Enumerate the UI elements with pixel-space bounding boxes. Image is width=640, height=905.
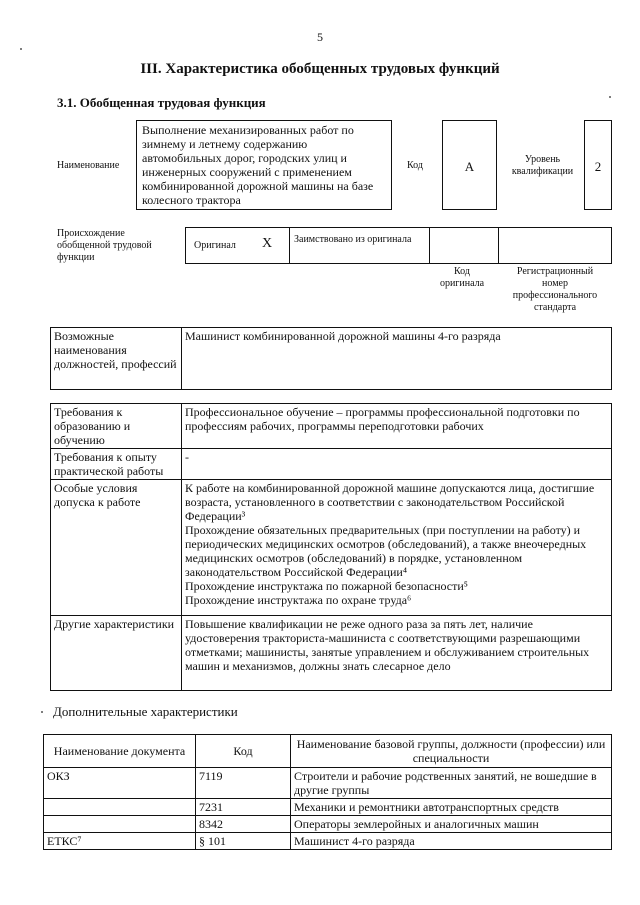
col-header: Наименование базовой группы, должности (профессии) или специальности — [291, 735, 612, 768]
scan-speck — [20, 48, 22, 50]
req-line: - — [185, 450, 189, 464]
doc-cell: ЕТКС⁷ — [44, 833, 196, 850]
req-line: Прохождение инструктажа по пожарной безопасности⁵ — [185, 579, 468, 593]
positions-table — [50, 327, 612, 390]
code-cell: § 101 — [196, 833, 291, 850]
doc-cell: ОКЗ — [44, 768, 196, 799]
table-row — [44, 768, 612, 799]
page-number: 5 — [317, 30, 323, 44]
origin-label: Происхождение обобщенной трудовой функции — [57, 228, 152, 263]
req-line: Повышение квалификации не реже одного раза за пять лет, наличие удостоверения тракториста-машиниста с соответствующими разрешающими отметками; машинисты, занятые управлением и обслуживанием строительных машин и механизмов, должны знать слесарное дело — [185, 617, 590, 673]
additional-title: Дополнительные характеристики — [53, 704, 238, 719]
level-value: 2 — [594, 159, 602, 174]
table-row — [44, 833, 612, 850]
code-value: А — [464, 159, 475, 174]
req-line: Профессиональное обучение – программы профессиональной подготовки по профессиям рабочих, программы переподготовки рабочих — [185, 405, 580, 433]
table-row — [44, 799, 612, 816]
req-value — [182, 449, 612, 480]
req-value — [182, 404, 612, 449]
name-cell: Машинист 4-го разряда — [291, 833, 612, 850]
code-original-label: Код оригинала — [439, 266, 485, 289]
req-label: Требования к опыту практической работы — [51, 449, 182, 480]
scan-speck — [41, 711, 43, 713]
level-box — [584, 120, 612, 210]
req-value — [182, 616, 612, 691]
borrowed-label: Заимствовано из оригинала — [294, 234, 412, 245]
code-label: Код — [407, 160, 423, 171]
divider — [429, 228, 430, 263]
reg-number-label: Регистрационный номер профессионального стандарта — [512, 266, 598, 313]
code-box — [442, 120, 497, 210]
code-cell: 7119 — [196, 768, 291, 799]
col-header: Код — [196, 735, 291, 768]
code-cell: 7231 — [196, 799, 291, 816]
table-row — [44, 816, 612, 833]
positions-value: Машинист комбинированной дорожной машины 4-го разряда — [182, 328, 612, 390]
requirements-table — [50, 403, 612, 691]
col-header: Наименование документа — [44, 735, 196, 768]
name-value: Выполнение механизированных работ по зимнему и летнему содержанию автомобильных дорог, городских улиц и инженерных сооружений с применением комбинированной дорожной машины на базе колесного трактора — [136, 120, 392, 210]
doc-cell — [44, 816, 196, 833]
req-line: К работе на комбинированной дорожной машине допускаются лица, достигшие возраста, установленного в соответствии с законодательством Российской Федерации³ — [185, 481, 595, 523]
req-line: Прохождение инструктажа по охране труда⁶ — [185, 593, 412, 607]
doc-cell — [44, 799, 196, 816]
original-label: Оригинал — [194, 240, 236, 251]
subsection-title: 3.1. Обобщенная трудовая функция — [57, 95, 266, 110]
req-label: Требования к образованию и обучению — [51, 404, 182, 449]
positions-label: Возможные наименования должностей, профессий — [51, 328, 182, 390]
original-mark: Х — [262, 236, 273, 251]
divider — [498, 228, 499, 263]
req-line: Прохождение обязательных предварительных (при поступлении на работу) и периодических медицинских осмотров (обследований), а также внеочередных медицинских осмотров (обследований) в порядке, установленном законодательством Российской Федерации⁴ — [185, 523, 587, 579]
divider — [289, 228, 290, 263]
name-label: Наименование — [57, 160, 120, 171]
name-cell: Механики и ремонтники автотранспортных средств — [291, 799, 612, 816]
req-value — [182, 480, 612, 616]
scan-speck — [609, 96, 611, 98]
name-cell: Операторы землеройных и аналогичных машин — [291, 816, 612, 833]
level-label: Уровень квалификации — [511, 154, 574, 177]
req-label: Другие характеристики — [51, 616, 182, 691]
additional-table — [43, 734, 612, 850]
req-label: Особые условия допуска к работе — [51, 480, 182, 616]
code-cell: 8342 — [196, 816, 291, 833]
section-title: III. Характеристика обобщенных трудовых функций — [140, 61, 500, 77]
origin-box — [185, 227, 612, 264]
name-cell: Строители и рабочие родственных занятий, не вошедшие в другие группы — [291, 768, 612, 799]
